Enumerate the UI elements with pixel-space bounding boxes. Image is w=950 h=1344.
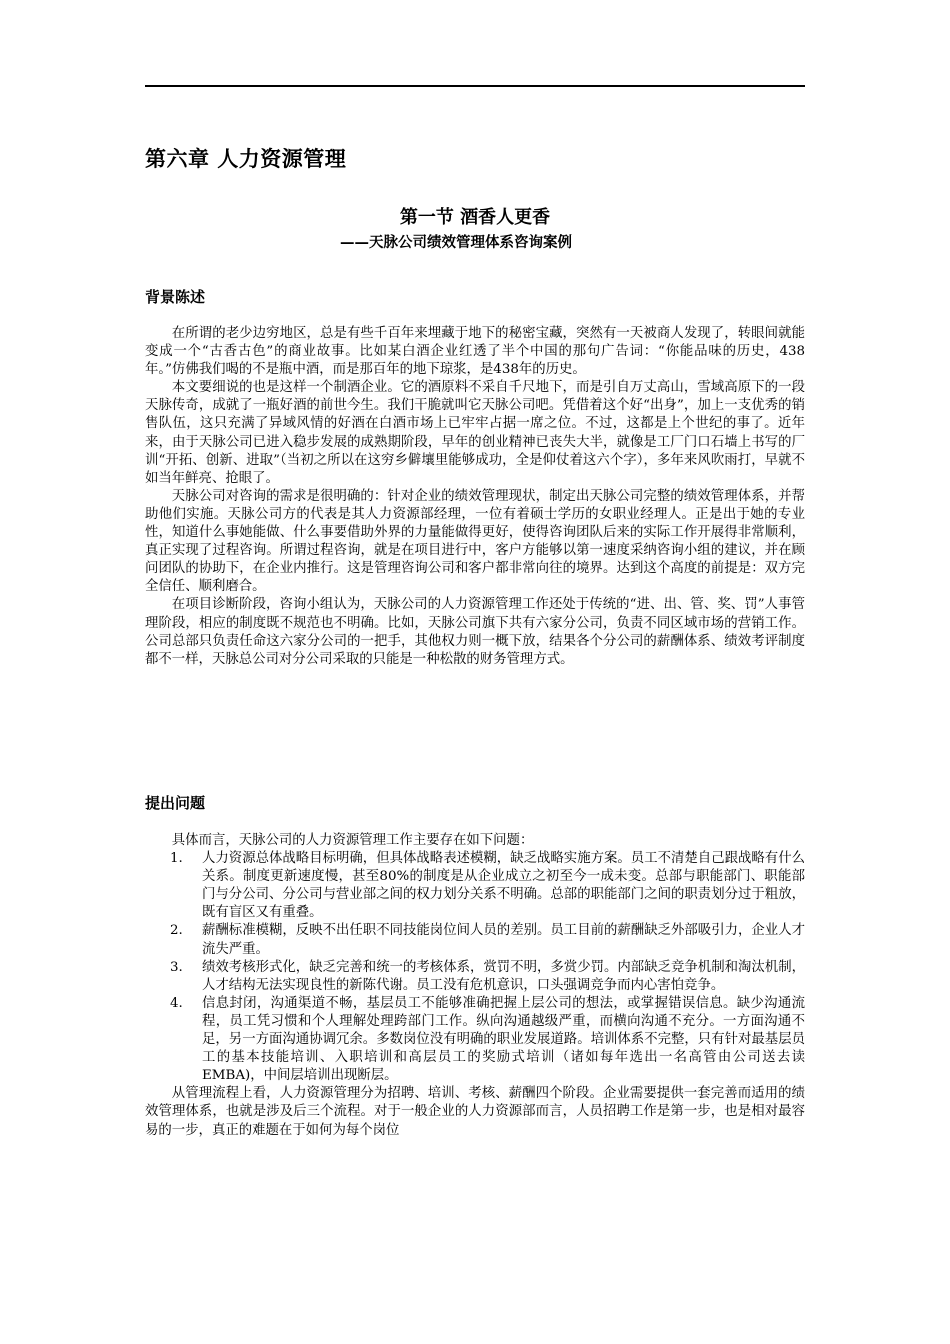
background-paragraph: 本文要细说的也是这样一个制酒企业。它的酒原料不采自千尺地下，而是引自万丈高山，雪域高原下的一段天脉传奇，成就了一瓶好酒的前世今生。我们干脆就叫它天脉公司吧。凭借着这个好“出身”，加上一支优秀的销售队伍，这只充满了异域风情的好酒在白酒市场上已牢牢占据一席之位。不过，这都是上个世纪的事了。近年来，由于天脉公司已进入稳步发展的成熟期阶段，早年的创业精神已丧失大半，就像是工厂门口石墙上书写的厂训“开拓、创新、进取”（当初之所以在这穷乡僻壤里能够成功，全是仰仗着这六个字），多年来风吹雨打，早就不如当年鲜亮、抢眼了。 bbox=[145, 380, 805, 486]
background-paragraph: 在项目诊断阶段，咨询小组认为，天脉公司的人力资源管理工作还处于传统的“进、出、管、奖、罚”人事管理阶段，相应的制度既不规范也不明确。比如，天脉公司旗下共有六家分公司，负责不同区域市场的营销工作。公司总部只负责任命这六家分公司的一把手，其他权力则一概下放，结果各个分公司的薪酬体系、绩效考评制度都不一样，天脉总公司对分公司采取的只能是一种松散的财务管理方式。 bbox=[145, 597, 805, 667]
chapter-title: 第六章 人力资源管理 bbox=[145, 147, 347, 171]
problems-closing: 从管理流程上看，人力资源管理分为招聘、培训、考核、薪酬四个阶段。企业需要提供一套完善而适用的绩效管理体系，也就是涉及后三个流程。对于一般企业的人力资源部而言，人员招聘工作是第一步，也是相对最容易的一步，真正的难题在于如何为每个岗位 bbox=[145, 1086, 805, 1138]
section-subtitle: ——天脉公司绩效管理体系咨询案例 bbox=[340, 235, 572, 251]
section-title: 第一节 酒香人更香 bbox=[399, 207, 551, 228]
list-item bbox=[145, 959, 805, 995]
background-body bbox=[145, 325, 805, 669]
list-item bbox=[145, 995, 805, 1085]
list-text: 人力资源总体战略目标明确，但具体战略表述模糊，缺乏战略实施方案。员工不清楚自己跟战略有什么关系。制度更新速度慢，甚至80%的制度是从企业成立之初至今一成未变。总部与职能部门、职能部门与分公司、分公司与营业部之间的权力划分关系不明确。总部的职能部门之间的职责划分过于粗放，既有盲区又有重叠。 bbox=[202, 851, 805, 921]
list-text: 绩效考核形式化，缺乏完善和统一的考核体系，赏罚不明，多赏少罚。内部缺乏竞争机制和淘汰机制，人才结构无法实现良性的新陈代谢。员工没有危机意识，口头强调竞争而内心害怕竞争。 bbox=[202, 959, 805, 993]
list-number: 3. bbox=[170, 959, 183, 975]
header-rule bbox=[145, 85, 805, 87]
list-text: 信息封闭，沟通渠道不畅，基层员工不能够准确把握上层公司的想法，或掌握错误信息。缺少沟通流程，员工凭习惯和个人理解处理跨部门工作。纵向沟通越级严重，而横向沟通不充分。一方面沟通不足，另一方面沟通协调冗余。多数岗位没有明确的职业发展道路。培训体系不完整，只有针对最基层员工的基本技能培训、入职培训和高层员工的奖励式培训（诸如每年选出一名高管由公司送去读 EMBA)，中间层培训出现断层。 bbox=[202, 995, 805, 1084]
problems-intro: 具体而言，天脉公司的人力资源管理工作主要存在如下问题： bbox=[171, 833, 534, 848]
background-paragraph: 天脉公司对咨询的需求是很明确的：针对企业的绩效管理现状，制定出天脉公司完整的绩效管理体系，并帮助他们实施。天脉公司方的代表是其人力资源部经理，一位有着硕士学历的女职业经理人。正是出于她的专业性，知道什么事她能做、什么事要借助外界的力量能做得更好，使得咨询团队后来的实际工作开展得非常顺利，真正实现了过程咨询。所谓过程咨询，就是在项目进行中，客户方能够以第一速度采纳咨询小组的建议，并在顾问团队的协助下，在企业内推行。这是管理咨询公司和客户都非常向往的境界。达到这个高度的前提是：双方完全信任、顺利磨合。 bbox=[145, 488, 805, 595]
list-item bbox=[145, 922, 805, 958]
list-text: 薪酬标准模糊，反映不出任职不同技能岗位间人员的差别。员工目前的薪酬缺乏外部吸引力，企业人才流失严重。 bbox=[202, 923, 805, 957]
problems-list bbox=[145, 850, 805, 1085]
list-number: 2. bbox=[170, 923, 183, 939]
list-item bbox=[145, 850, 805, 922]
list-number: 4. bbox=[170, 995, 183, 1011]
background-heading: 背景陈述 bbox=[145, 288, 206, 306]
problems-body bbox=[145, 832, 805, 1140]
problems-heading: 提出问题 bbox=[145, 794, 206, 812]
list-number: 1. bbox=[170, 851, 183, 867]
background-paragraph: 在所谓的老少边穷地区，总是有些千百年来埋藏于地下的秘密宝藏，突然有一天被商人发现了，转眼间就能变成一个“古香古色”的商业故事。比如某白酒企业红透了半个中国的那句广告词：“你能品味的历史，438年。”仿佛我们喝的不是瓶中酒，而是那百年的地下琼浆，是438年的历史。 bbox=[145, 326, 805, 378]
